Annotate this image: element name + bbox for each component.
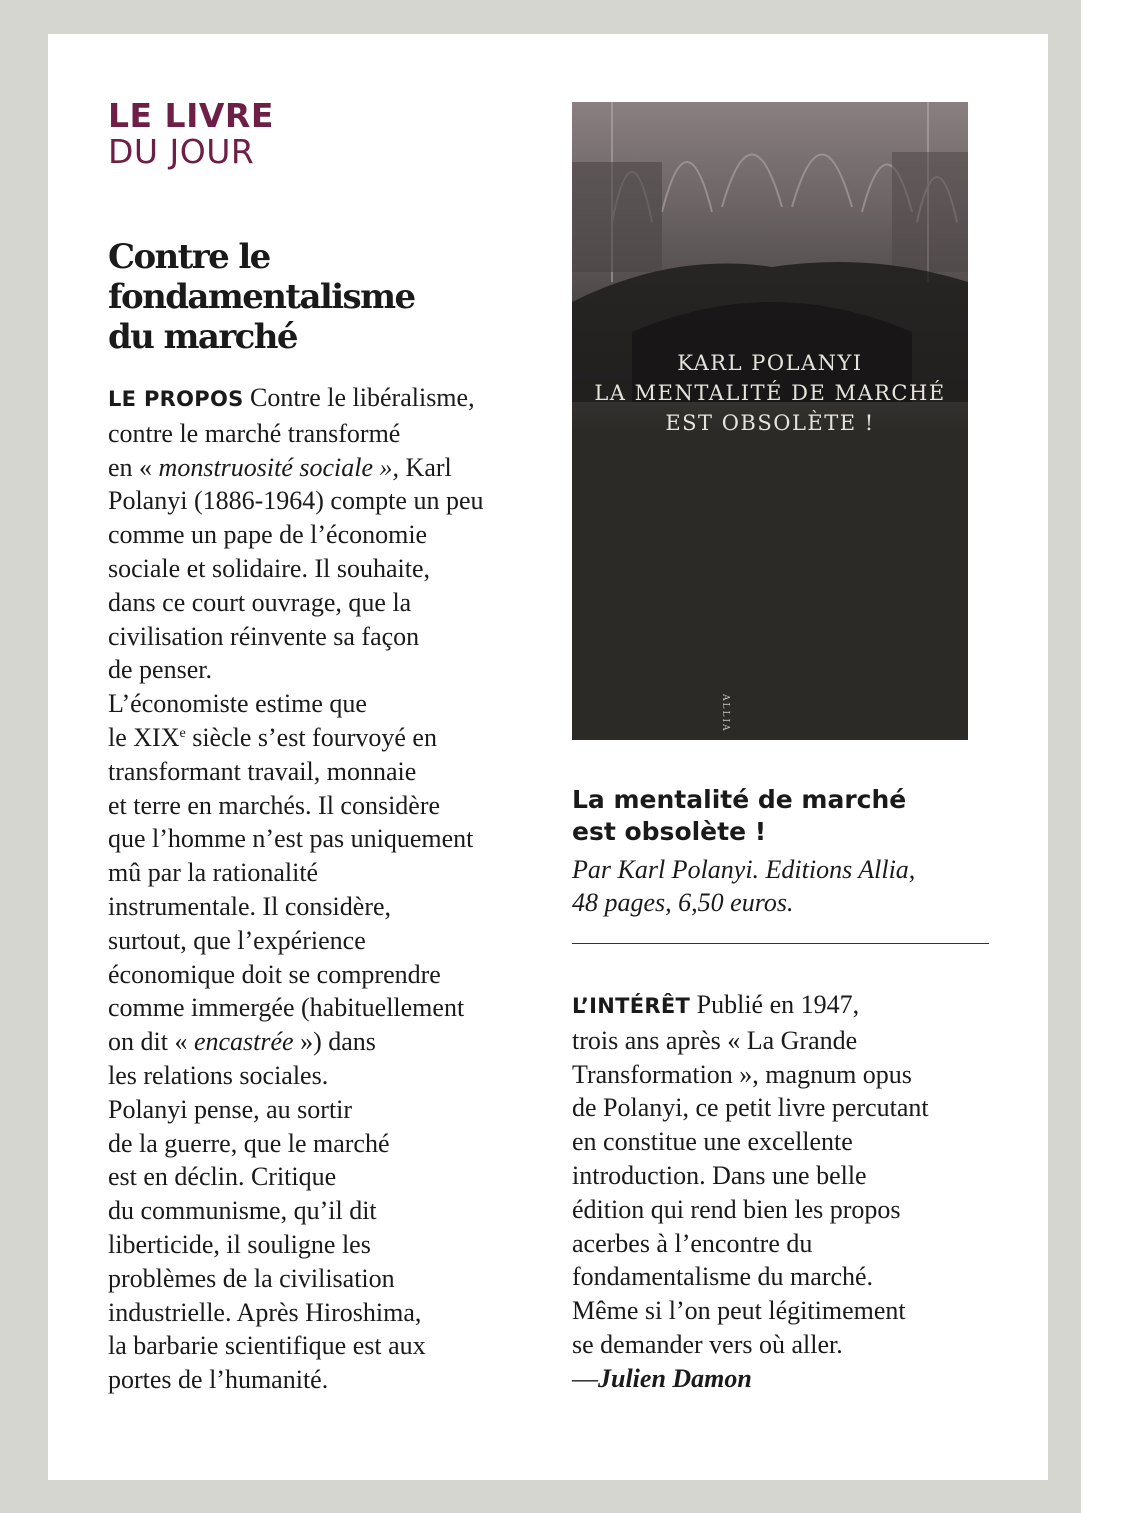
propos-label: LE PROPOS <box>108 387 244 411</box>
headline-line: Contre le <box>108 237 270 277</box>
text-line: fondamentalisme du marché. <box>572 1262 874 1292</box>
propos-paragraph <box>108 381 548 1397</box>
text-line: du communisme, qu’il dit <box>108 1196 377 1226</box>
cover-title-line: LA MENTALITÉ DE MARCHÉ <box>594 381 946 405</box>
book-title <box>572 784 906 848</box>
quoted-phrase: encastrée <box>193 1027 294 1057</box>
text-line: Transformation », magnum opus <box>572 1059 912 1089</box>
cover-title-line: EST OBSOLÈTE ! <box>665 411 875 435</box>
text-line: dans ce court ouvrage, que la <box>108 587 412 617</box>
book-details <box>572 853 915 919</box>
cover-publisher: ALLIA <box>720 694 730 733</box>
cover-title <box>572 348 968 438</box>
text-line: et terre en marchés. Il considère <box>108 790 441 820</box>
divider <box>572 943 989 944</box>
text-line: L’économiste estime que <box>108 689 367 719</box>
text-fragment: siècle s’est fourvoyé en <box>192 722 437 752</box>
text-line: Contre le libéralisme, <box>250 383 475 412</box>
book-title-line: est obsolète ! <box>572 817 767 846</box>
text-line: sociale et solidaire. Il souhaite, <box>108 553 431 583</box>
text-line: se demander vers où aller. <box>572 1329 843 1359</box>
book-cover-image <box>572 102 968 740</box>
text-line: en constitue une excellente <box>572 1127 853 1157</box>
text-line: comme immergée (habituellement <box>108 993 465 1023</box>
text-line: Même si l’on peut légitimement <box>572 1296 906 1326</box>
text-line: transformant travail, monnaie <box>108 756 417 786</box>
text-line: instrumentale. Il considère, <box>108 891 392 921</box>
text-fragment: ») dans <box>300 1027 376 1057</box>
text-line: surtout, que l’expérience <box>108 925 366 955</box>
text-line: liberticide, il souligne les <box>108 1229 371 1259</box>
text-line: industrielle. Après Hiroshima, <box>108 1297 422 1327</box>
book-title-line: La mentalité de marché <box>572 785 907 814</box>
text-line: Publié en 1947, <box>696 990 860 1019</box>
book-meta-line: 48 pages, 6,50 euros. <box>572 888 794 917</box>
section-kicker <box>108 96 274 172</box>
text-line: la barbarie scientifique est aux <box>108 1331 426 1361</box>
superscript: e <box>179 725 186 741</box>
text-fragment: Karl <box>405 452 452 482</box>
quoted-phrase: monstruosité sociale », <box>158 452 400 482</box>
book-meta-line: Par Karl Polanyi. Editions Allia, <box>572 855 916 884</box>
text-line: que l’homme n’est pas uniquement <box>108 824 474 854</box>
text-fragment: on dit « <box>108 1027 188 1057</box>
text-line: problèmes de la civilisation <box>108 1263 395 1293</box>
text-fragment: le XIX <box>108 722 180 752</box>
text-fragment: en « <box>108 452 153 482</box>
kicker-line-2: DU JOUR <box>108 132 255 171</box>
text-line: les relations sociales. <box>108 1060 329 1090</box>
text-line: acerbes à l’encontre du <box>572 1228 813 1258</box>
em-dash: — <box>572 1363 598 1393</box>
text-line: est en déclin. Critique <box>108 1162 337 1192</box>
text-line: comme un pape de l’économie <box>108 520 428 550</box>
text-line: Polanyi pense, au sortir <box>108 1094 353 1124</box>
interet-label: L’INTÉRÊT <box>572 994 691 1018</box>
text-line: portes de l’humanité. <box>108 1365 329 1395</box>
text-line: économique doit se comprendre <box>108 959 441 989</box>
text-line: de la guerre, que le marché <box>108 1128 390 1158</box>
text-line: de Polanyi, ce petit livre percutant <box>572 1093 929 1123</box>
text-line: de penser. <box>108 655 212 685</box>
text-line: mû par la rationalité <box>108 858 319 888</box>
byline <box>572 1362 992 1396</box>
kicker-line-1: LE LIVRE <box>108 96 274 135</box>
text-line: contre le marché transformé <box>108 418 401 448</box>
author-name: Julien Damon <box>598 1363 752 1393</box>
headline-line: fondamentalisme <box>108 277 415 317</box>
text-line: trois ans après « La Grande <box>572 1025 858 1055</box>
article-headline <box>108 237 528 357</box>
headline-line: du marché <box>108 317 297 357</box>
text-line: civilisation réinvente sa façon <box>108 621 420 651</box>
cover-author: KARL POLANYI <box>677 351 863 375</box>
text-line: édition qui rend bien les propos <box>572 1194 901 1224</box>
interet-paragraph <box>572 988 992 1396</box>
text-line: Polanyi (1886-1964) compte un peu <box>108 486 484 516</box>
text-line: introduction. Dans une belle <box>572 1160 867 1190</box>
